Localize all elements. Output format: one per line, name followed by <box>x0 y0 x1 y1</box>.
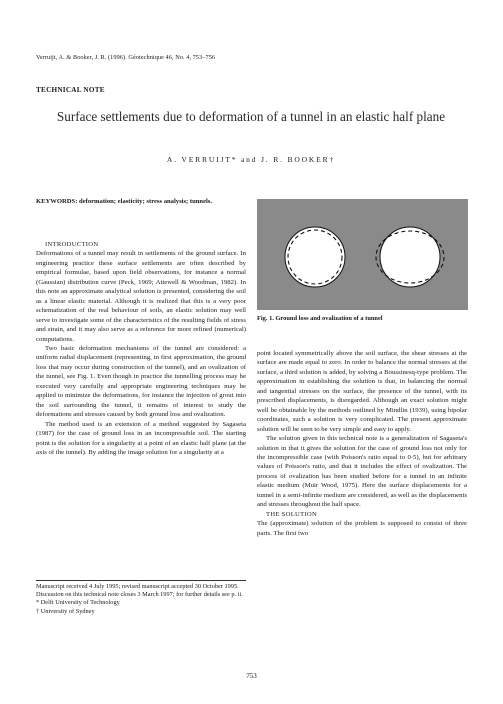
authors-line: A. VERRUIJT* and J. R. BOOKER† <box>166 155 336 164</box>
intro-paragraph-1: Deformations of a tunnel may result in settlements of the ground surface. In engineering practice these surface settlements are often described by empirical formulae, based upon field observations, for instance a normal (Gaussian) distribution curve (Peck, 1969; Attewell & Woodman, 1982). In this note an approximate analytical solution is presented, considering the soil as a linear elastic material. Although it is realized that this is a very poor schematization of the real behaviour of soils, an elastic solution may well serve to investigate some of the characteristics of the resulting fields of stress and strain, and it may also serve as a reference for more refined (numerical) computations. <box>36 250 246 343</box>
page-number: 753 <box>246 672 257 680</box>
figure-1 <box>257 199 468 310</box>
journal-citation: Verruijt, A. & Booker, J. R. (1996). Géotechnique 46, No. 4, 753–756 <box>36 54 216 61</box>
figure-1-drawing <box>257 199 468 310</box>
intro-paragraph-3: The method used is an extension of a method suggested by Sagaseta (1987) for the case of ground loss in an incompressible soil. The starting point is the solution for a singularity at a point of an elastic half plane (at the axis of the tunnel). By adding the image solution for a singularity at a <box>36 420 246 456</box>
solution-paragraph-1: The (approximate) solution of the problem is supposed to consist of three parts. The first two <box>257 520 467 537</box>
right-paragraph-2: The solution given in this technical note is a generalization of Sagaseta's solution in that it gives the solution for the case of ground loss not only for the incompressible case (with Poisson's ratio equal to 0·5), but for arbitrary values of Poisson's ratio, and that it includes the effect of ovalization. The process of ovalization has been studied before for a tunnel in an infinite elastic medium (Muir Wood, 1975). Here the surface displacements for a tunnel in a semi-infinite medium are considered, as well as the displacements and stresses throughout the half space. <box>257 435 467 509</box>
paper-title: Surface settlements due to deformation of a tunnel in an elastic half plane <box>56 109 446 124</box>
right-paragraph-1: point located symmetrically above the soil surface, the shear stresses at the surface are made equal to zero. In order to balance the normal stresses at the surface, a third solution is added, by solving a Boussinesq-type problem. The approximation in establishing the solution is that, in balancing the normal and tangential stresses on the surface, the presence of the tunnel, with its prescribed displacements, is disregarded. Although an exact solution might well be obtainable by the methods outlined by Mindlin (1939), using bipolar coordinates, such a solution is very complicated. The present approximate solution will be seen to be very simple and easy to apply. <box>257 350 467 433</box>
figure-1-caption: Fig. 1. Ground loss and ovalization of a tunnel <box>257 315 383 322</box>
solution-heading: THE SOLUTION <box>266 510 318 518</box>
footnotes <box>36 583 248 616</box>
footnote-affiliation-delft: * Delft University of Technology <box>36 599 120 607</box>
right-column <box>257 349 467 538</box>
intro-paragraph-2: Two basic deformation mechanisms of the tunnel are considered: a uniform radial displacement (representing, in first approximation, the ground loss that may occur during construction of the tunnel), and an ovalization of the tunnel, see Fig. 1. Even though in practice the tunnelling process may be executed very carefully and appropriate engineering techniques may be applied to minimize the deformations, for instance the injection of grout into the soil surrounding the tunnel, it remains of interest to study the deformations and stresses caused by both ground loss and ovalization. <box>36 344 246 419</box>
footnote-affiliation-sydney: † University of Sydney <box>36 607 95 615</box>
footnote-discussion: Discussion on this technical note closes 3 March 1997; for further details see p. ii. <box>36 591 243 599</box>
section-label: TECHNICAL NOTE <box>36 86 105 94</box>
introduction-heading: INTRODUCTION <box>45 241 99 248</box>
left-column <box>36 240 246 457</box>
footnote-manuscript: Manuscript received 4 July 1995; revised manuscript accepted 30 October 1995. <box>36 583 239 590</box>
keywords: KEYWORDS: deformation; elasticity; stress analysis; tunnels. <box>36 198 213 205</box>
tunnel-original-left <box>285 227 345 287</box>
footnote-rule <box>36 580 246 581</box>
